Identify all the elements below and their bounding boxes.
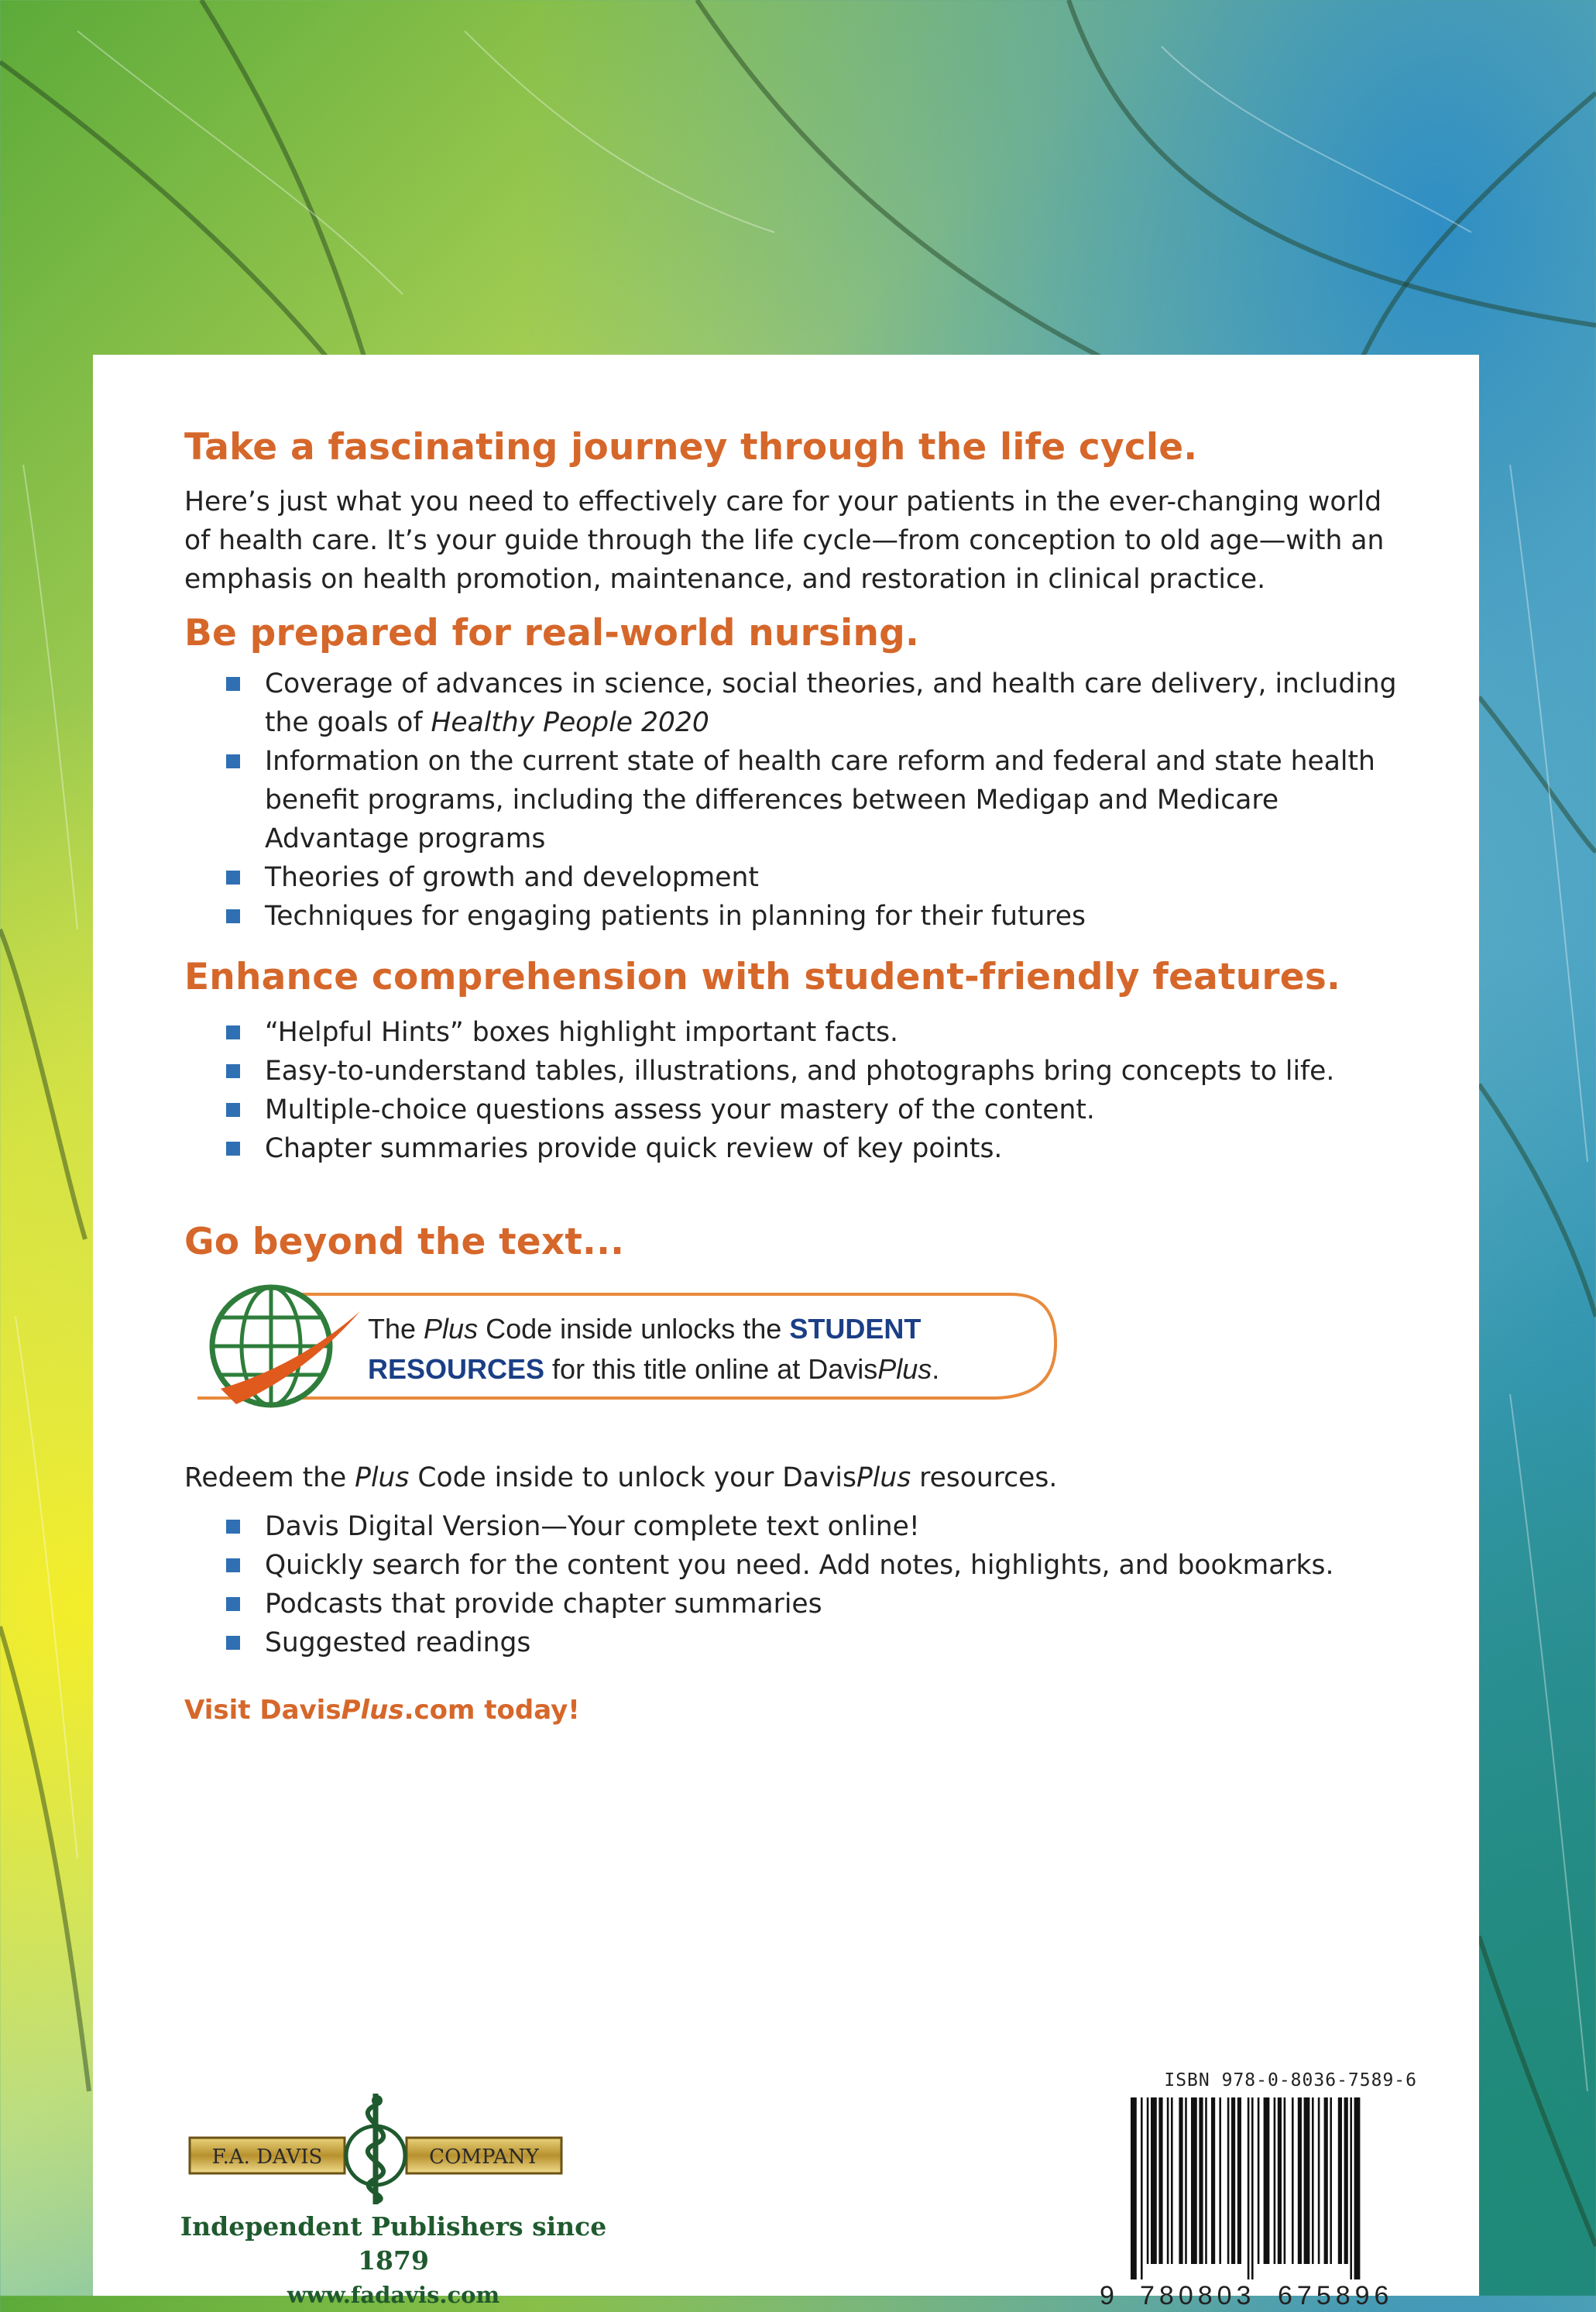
heading-life-cycle: Take a fascinating journey through the life cycle. (184, 426, 1198, 469)
visit-davisplus-link[interactable]: Visit DavisPlus.com today! (184, 1695, 580, 1726)
content-panel (93, 355, 1479, 2310)
barcode-bar (1318, 2097, 1320, 2264)
barcode-bar (1227, 2097, 1230, 2264)
bullet-square-icon (226, 1142, 240, 1156)
bullet-square-icon (226, 1025, 240, 1039)
barcode-bar (1141, 2097, 1143, 2279)
bullet-square-icon (226, 1558, 240, 1572)
bullet-square-icon (226, 1520, 240, 1534)
barcode-digits-group-1: 780803 (1140, 2281, 1256, 2310)
barcode-bar (1151, 2097, 1157, 2264)
barcode (1100, 2097, 1417, 2279)
heading-student-friendly-features: Enhance comprehension with student-friendly features. (184, 956, 1341, 998)
list-item: Easy-to-understand tables, illustrations, and photographs bring concepts to life. (226, 1052, 1403, 1091)
barcode-bar (1344, 2097, 1348, 2264)
bullet-square-icon (226, 909, 240, 923)
davisplus-resources-list (226, 1507, 1403, 1662)
barcode-bar (1179, 2097, 1182, 2264)
barcode-bar (1284, 2097, 1286, 2264)
heading-go-beyond: Go beyond the text... (184, 1221, 625, 1263)
bullet-square-icon (226, 871, 240, 885)
barcode-bar (1298, 2097, 1302, 2264)
barcode-bar (1131, 2097, 1137, 2279)
barcode-bar (1251, 2097, 1254, 2279)
list-item: Suggested readings (226, 1623, 1403, 1662)
redeem-text: Redeem the Plus Code inside to unlock your DavisPlus resources. (184, 1462, 1058, 1493)
list-item: Podcasts that provide chapter summaries (226, 1585, 1403, 1623)
barcode-bar (1350, 2097, 1352, 2279)
barcode-bar (1185, 2097, 1187, 2264)
barcode-bar (1219, 2097, 1221, 2264)
globe-icon (212, 1287, 360, 1405)
list-item: Chapter summaries provide quick review of key points. (226, 1129, 1403, 1168)
barcode-bar (1248, 2097, 1250, 2279)
barcode-lead-digit: 9 (1100, 2281, 1114, 2310)
publisher-url-link[interactable]: www.fadavis.com (287, 2282, 500, 2308)
barcode-bar (1274, 2097, 1276, 2264)
bullet-square-icon (226, 1064, 240, 1078)
barcode-bar (1330, 2097, 1332, 2264)
barcode-bar (1147, 2097, 1149, 2264)
barcode-bar (1199, 2097, 1203, 2264)
barcode-bar (1278, 2097, 1282, 2264)
barcode-bar (1171, 2097, 1173, 2264)
barcode-bar (1312, 2097, 1314, 2264)
barcode-bar (1354, 2097, 1361, 2279)
intro-paragraph: Here’s just what you need to effectively care for your patients in the ever-changing world of health care. It’s your guide through the life cycle—from conception to old age—with an emphasis on health promotion, maintenance, and restoration in clinical practice. (184, 486, 1385, 595)
features-list (226, 1013, 1403, 1168)
bullet-square-icon (226, 1636, 240, 1650)
davisplus-banner-text: The Plus Code inside unlocks the STUDENT RESOURCES for this title online at DavisPlus. (368, 1313, 940, 1385)
list-item: Quickly search for the content you need. Add notes, highlights, and bookmarks. (226, 1546, 1403, 1585)
barcode-digits-group-2: 675896 (1278, 2281, 1394, 2310)
list-item: “Helpful Hints” boxes highlight important facts. (226, 1013, 1403, 1052)
bullet-square-icon (226, 1597, 240, 1611)
barcode-bar (1304, 2097, 1310, 2264)
bullet-square-icon (226, 1103, 240, 1117)
fa-davis-logo (174, 2090, 577, 2206)
heading-real-world-nursing: Be prepared for real-world nursing. (184, 612, 919, 654)
list-item: Multiple-choice questions assess your mastery of the content. (226, 1091, 1403, 1129)
barcode-bar (1205, 2097, 1207, 2264)
real-world-nursing-list (226, 665, 1403, 936)
bullet-square-icon (226, 754, 240, 768)
list-item: Techniques for engaging patients in planning for their futures (226, 897, 1403, 936)
barcode-bar (1292, 2097, 1294, 2264)
barcode-bar (1237, 2097, 1241, 2264)
barcode-bar (1231, 2097, 1235, 2264)
list-item: Coverage of advances in science, social theories, and health care delivery, including the goals of Healthy People 2020 (226, 665, 1403, 742)
barcode-bar (1167, 2097, 1169, 2264)
logo-left-text: F.A. DAVIS (211, 2145, 323, 2169)
barcode-bar (1158, 2097, 1162, 2264)
list-item: Information on the current state of health care reform and federal and state health benefit programs, including the differences between Medigap and Medicare Advantage programs (226, 742, 1403, 858)
list-item: Davis Digital Version—Your complete text online! (226, 1507, 1403, 1546)
isbn-label: ISBN 978-0-8036-7589-6 (1164, 2070, 1417, 2090)
barcode-bar (1324, 2097, 1328, 2264)
barcode-bar (1191, 2097, 1197, 2264)
bullet-square-icon (226, 677, 240, 691)
logo-right-text: COMPANY (429, 2145, 539, 2169)
publisher-tagline (177, 2210, 610, 2312)
barcode-bar (1264, 2097, 1270, 2264)
barcode-bar (1211, 2097, 1215, 2264)
barcode-bar (1338, 2097, 1342, 2264)
tagline-text: Independent Publishers since 1879 (180, 2211, 607, 2276)
list-item: Theories of growth and development (226, 858, 1403, 897)
barcode-bar (1258, 2097, 1260, 2264)
